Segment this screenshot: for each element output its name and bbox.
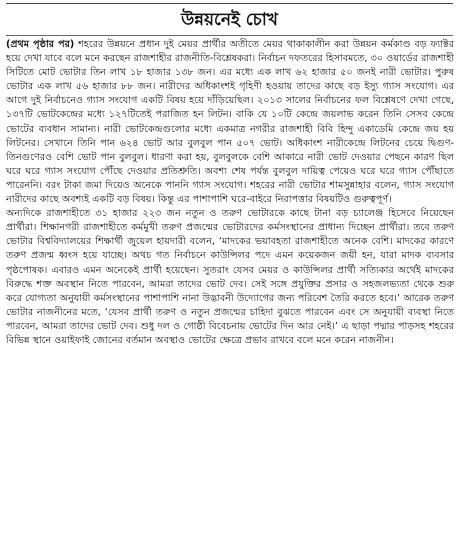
article-paragraph-2: অন্যদিকে রাজশাহীতে ৩১ হাজার ২২৩ জন নতুন ও তরুণ ভোটারকে কাছে টানা বড় চ্যালেঞ্জ হিসেবে নিয়েছেন প্রার্থীরা। শিক্ষানগরী রাজশাহীতে কর্মমুখী তরুণ প্রজন্মের ভোটারদের কর্মসংস্থানের প্রাধান্য দিচ্ছেন প্রার্থীরা। তবে তরুণ ভোটার বিশ্ববিদ্যালয়ের শিক্ষার্থী জুয়েল হায়দারী বলেন, ‘মাদকের ভয়াবহতা রাজশাহীতে অনেক বেশি। মাদকের কারণে তরুণ প্রজন্ম ধ্বংস হয়ে যাচ্ছে। অথচ গত নির্বাচনে কাউন্সিলর পদে এমন কয়েকজন জয়ী হন, যারা মাদক ব্যবসার পৃষ্ঠপোষক। এবারও এমন অনেকেই প্রার্থী হয়েছেন। সুতরাং যেসব মেয়র ও কাউন্সিলর প্রার্থী সত্যিকার অর্থেই মাদকের বিরুদ্ধে শক্ত অবস্থান নিতে পারবেন, আমরা তাদের ভোট দেব। সেই সঙ্গে প্রযুক্তির প্রসার ও সহজলভ্যতা থেকে শুরু করে যোগ্যতা অনুযায়ী কর্মসংস্থানের পাশাপাশি নানা উদ্ভাবনী উদ্যোগের জন্য পরিবেশ তৈরি করতে হবে।’ আরেক তরুণ ভোটার নাজনীনের মতে, ‘যেসব প্রার্থী তরুণ ও নতুন প্রজন্মের চাহিদা বুঝতে পারবেন এবং সে অনুযায়ী ব্যবস্থা নিতে পারবেন, আমরা তাদের ভোট দেব। শুধু দল ও গোষ্ঠী বিবেচনায় ভোটের দিন আর নেই।’ এ ছাড়া পদ্মার পাড়সহ শহরের বিভিন্ন স্থানে ওয়াইফাই জোনের বর্তমান অবস্থাও ভোটের ক্ষেত্রে প্রভাব রাখবে বলে মনে করেন নাজনীন। [6,208,454,346]
paragraph-text: শহরের উন্নয়নে প্রধান দুই মেয়র প্রার্থীর অতীতে মেয়র থাকাকালীন করা উন্নয়ন কর্মকাণ্ড বড় ফ্যাক্টর হয়ে দেখা যাবে বলে মনে করছেন রাজশাহীর রাজনীতি-বিশ্লেষকরা। নির্বাচন দফতরের হিসাবমতে, ৩০ ওয়ার্ডের রাজশাহী সিটিতে মোট ভোটার তিন লাখ ১৮ হাজার ১৩৮ জন। এর মধ্যে এক লাখ ৬২ হাজার ৫০ জনই নারী ভোটার। পুরুষ ভোটার এক লাখ ৫৬ হাজার ৮৮ জন। নারীদের অধিকাংশই গৃহিণী হওয়ায় তাদের কাছে বড় ইস্যু গ্যাস সংযোগ। এর আগে দুই নির্বাচনেও গ্যাস সংযোগ একটি বিষয় হয়ে দাঁড়িয়েছিল। ২০১৩ সালের নির্বাচনের ফল বিশ্লেষণে দেখা গেছে, ১৩৭টি ভোটকেন্দ্রের মধ্যে ১২৭টিতেই পরাজিত হন লিটন। বাকি যে ১০টি কেন্দ্রে জয়লাভ করেন তিনি সেসব কেন্দ্রে ভোটের ব্যবধান সামান্য। নারী ভোটকেন্দ্রগুলোর মধ্যে একমাত্র নগরীর রাজশাহী বিবি হিন্দু একাডেমি কেন্দ্রে জয় হয় লিটনের। সেখানে তিনি পান ৬২৪ ভোট আর বুলবুল পান ৫০৭ ভোট। অধিকাংশ নারীকেন্দ্রে লিটনের চেয়ে দ্বিগুণ-তিনগুণেরও বেশি ভোট পান বুলবুল। ধারণা করা হয়, বুলবুলকে বেশি আকারে নারী ভোট দেওয়ার পেছনে কারণ ছিল ঘরে ঘরে গ্যাস সংযোগ পৌঁছে দেওয়ার প্রতিশ্রুতি। অবশ্য শেষ পর্যন্ত বুলবুল দায়িত্ব পেয়েও ঘরে ঘরে গ্যাস পৌঁছাতে পারেননি। বরং টাকা জমা দিয়েও অনেকে পাননি গ্যাস সংযোগ। শহরের নারী ভোটার শামসুন্নাহার বলেন, গ্যাস সংযোগ নারীদের কাছে অবশ্যই একটি বড় বিষয়। কিন্তু এর পাশাপাশি ঘরে-বাইরে নিরাপত্তার বিষয়টিও গুরুত্বপূর্ণ। [6,39,454,206]
continuation-label: (প্রথম পৃষ্ঠার পর) [6,39,75,50]
article-paragraph-1 [6,38,454,207]
headline-divider [6,35,453,36]
headline: উন্নয়নেই চোখ [181,10,278,30]
article-body [6,38,454,348]
top-divider [6,3,453,4]
